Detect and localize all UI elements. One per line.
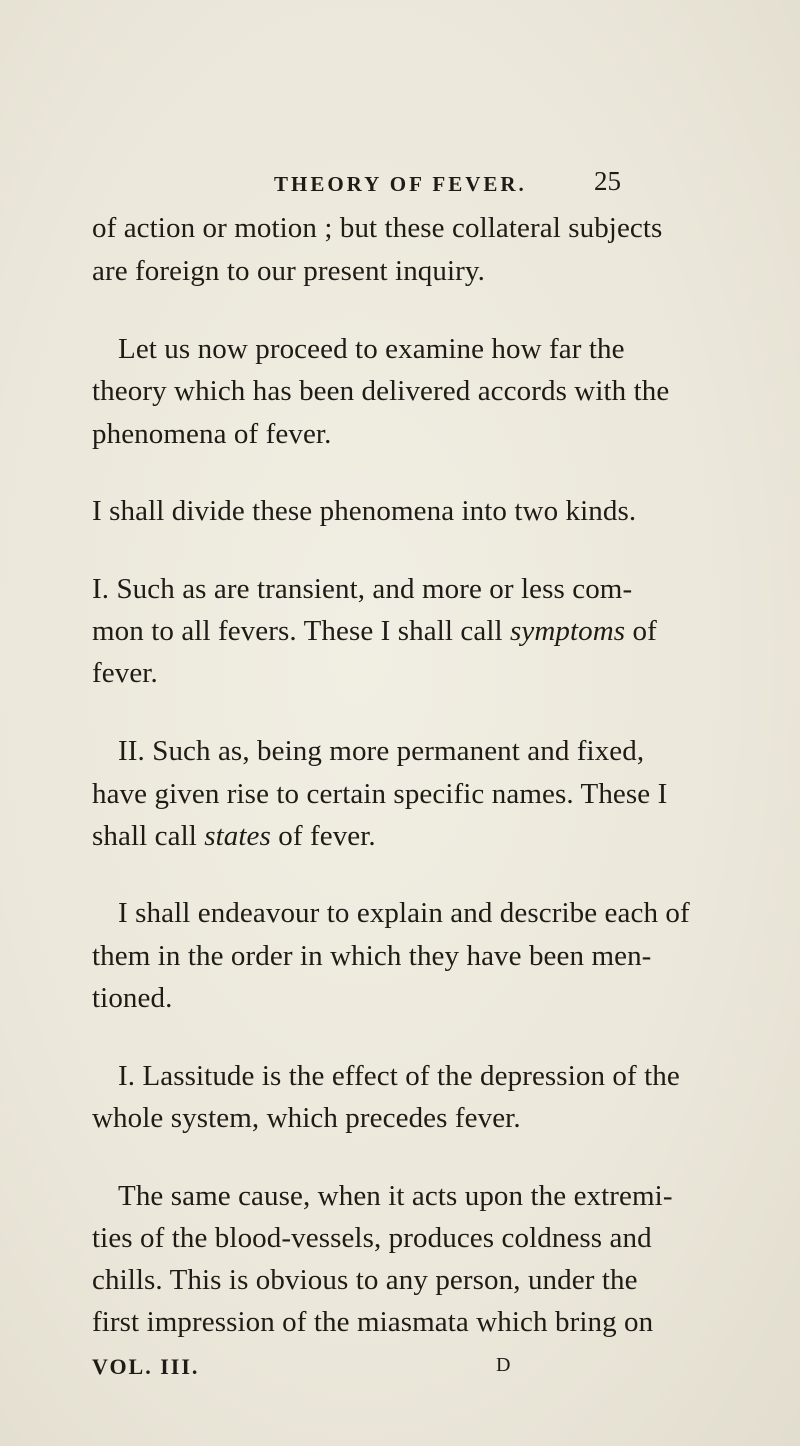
- text-line: I. Lassitude is the effect of the depression of the: [118, 1060, 680, 1092]
- text-line: I. Such as are transient, and more or less com-: [92, 573, 633, 605]
- text-line: [92, 615, 657, 648]
- text-line: [92, 820, 376, 853]
- text-line: fever.: [92, 657, 158, 689]
- text-line: ties of the blood-vessels, produces coldness and: [92, 1222, 652, 1254]
- running-head: THEORY OF FEVER.: [274, 172, 527, 196]
- text-line: theory which has been delivered accords with the: [92, 375, 670, 407]
- text-line: whole system, which precedes fever.: [92, 1102, 521, 1134]
- text-line: have given rise to certain specific names. These I: [92, 778, 668, 810]
- text-line: of action or motion ; but these collateral subjects: [92, 212, 663, 244]
- text-line: The same cause, when it acts upon the extremi-: [118, 1180, 673, 1212]
- text-line: I shall endeavour to explain and describe each of: [118, 897, 690, 929]
- line-segment: shall call: [92, 820, 205, 852]
- text-line: first impression of the miasmata which bring on: [92, 1306, 654, 1338]
- text-line: are foreign to our present inquiry.: [92, 255, 485, 287]
- text-line: phenomena of fever.: [92, 418, 332, 450]
- page-number: 25: [594, 166, 621, 196]
- text-line: chills. This is obvious to any person, under the: [92, 1264, 638, 1296]
- text-line: I shall divide these phenomena into two kinds.: [92, 495, 637, 527]
- text-line: tioned.: [92, 982, 173, 1014]
- text-line: Let us now proceed to examine how far the: [118, 333, 625, 365]
- line-segment: of fever.: [270, 820, 376, 852]
- line-segment: of: [625, 615, 657, 647]
- emphasis-states: states: [204, 820, 271, 852]
- text-line: II. Such as, being more permanent and fixed,: [118, 735, 645, 767]
- text-line: them in the order in which they have been men-: [92, 940, 652, 972]
- volume-signature: VOL. III.: [92, 1354, 200, 1379]
- page-footer: [92, 1354, 511, 1388]
- line-segment: mon to all fevers. These I shall call: [92, 615, 510, 647]
- emphasis-symptoms: symptoms: [510, 615, 626, 647]
- signature-letter: D: [496, 1354, 511, 1376]
